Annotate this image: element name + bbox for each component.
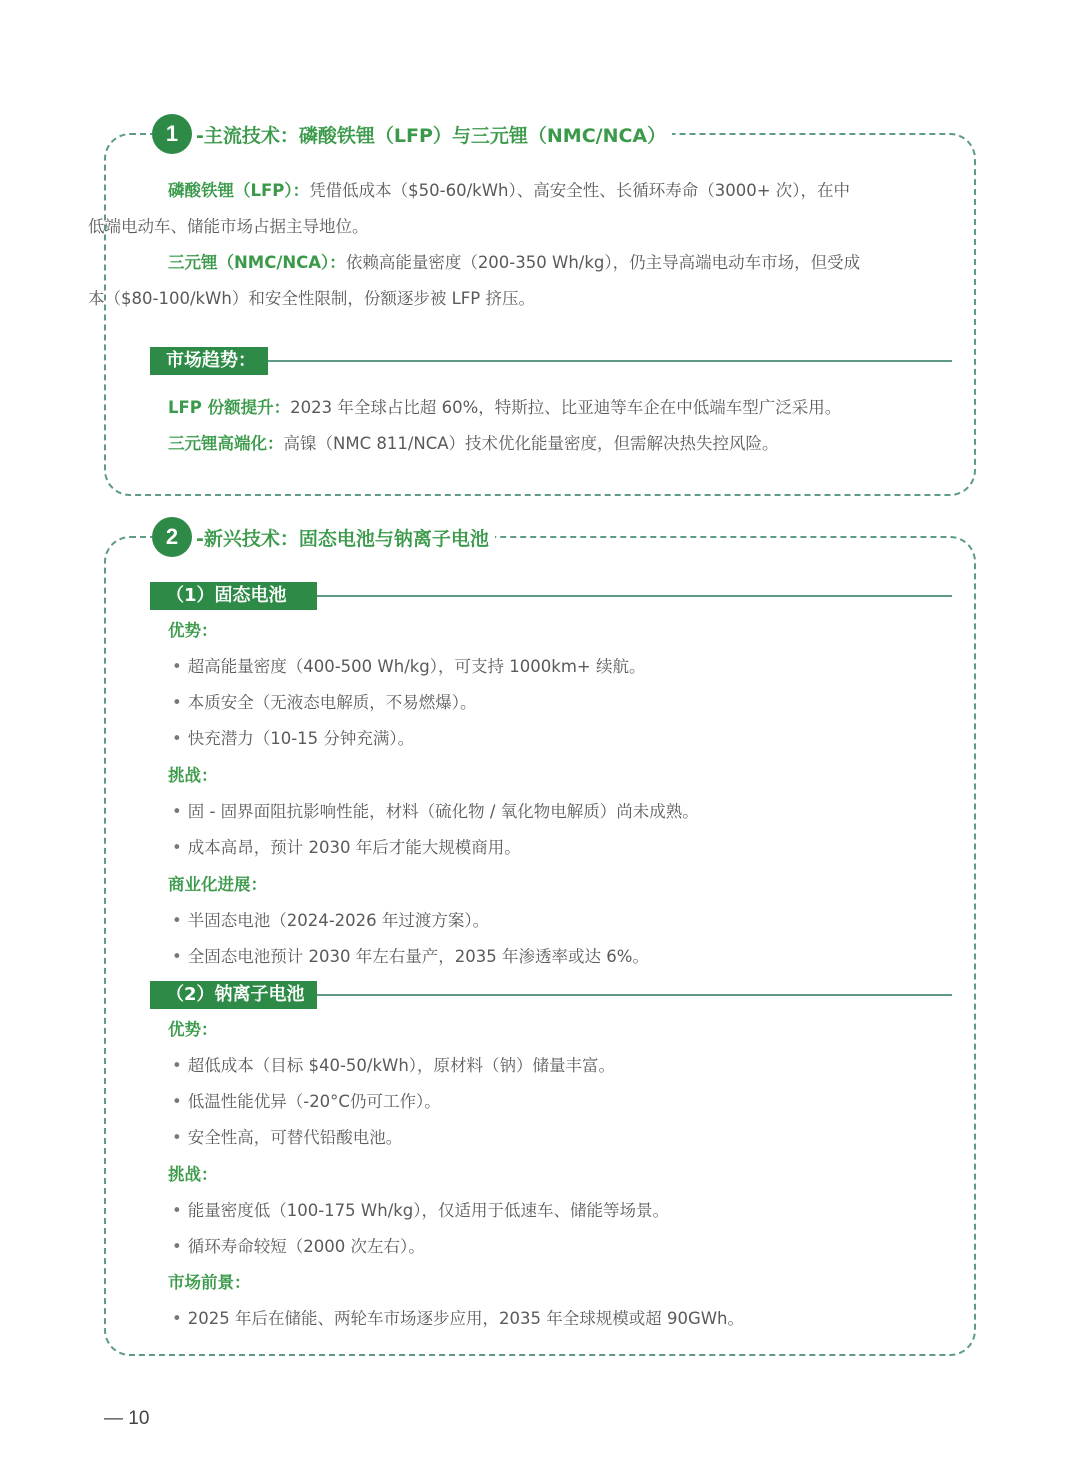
solid-state-tag: （1）固态电池 xyxy=(150,582,317,610)
list-item: • 全固态电池预计 2030 年左右量产，2035 年渗透率或达 6%。 xyxy=(172,947,649,966)
list-item: • 快充潜力（10-15 分钟充满）。 xyxy=(172,729,415,748)
divider-line xyxy=(317,595,952,597)
section-1-number-badge: 1 xyxy=(152,114,192,154)
list-item: • 半固态电池（2024-2026 年过渡方案）。 xyxy=(172,911,490,930)
solid-advantages-label: 优势： xyxy=(168,621,218,640)
list-item: • 循环寿命较短（2000 次左右）。 xyxy=(172,1237,425,1256)
list-item: • 固 - 固界面阻抗影响性能，材料（硫化物 / 氧化物电解质）尚未成熟。 xyxy=(172,802,699,821)
trend-item: 三元锂高端化：高镍（NMC 811/NCA）技术优化能量密度，但需解决热失控风险。 xyxy=(168,434,779,453)
lfp-lead: 磷酸铁锂（LFP）： xyxy=(168,181,310,200)
list-item: • 低温性能优异（-20°C仍可工作）。 xyxy=(172,1092,441,1111)
market-trend-tag: 市场趋势： xyxy=(150,347,268,375)
lfp-paragraph: 磷酸铁锂（LFP）：凭借低成本（$50-60/kWh）、高安全性、长循环寿命（3000+ 次），在中 低端电动车、储能市场占据主导地位。 xyxy=(88,181,851,236)
list-item: • 安全性高，可替代铅酸电池。 xyxy=(172,1128,403,1147)
solid-state-header xyxy=(150,582,952,610)
list-item: • 本质安全（无液态电解质，不易燃爆）。 xyxy=(172,693,477,712)
list-item: • 超低成本（目标 $40-50/kWh），原材料（钠）储量丰富。 xyxy=(172,1056,616,1075)
nmc-lead: 三元锂（NMC/NCA）： xyxy=(168,253,346,272)
market-trend-header xyxy=(150,347,952,375)
divider-line xyxy=(268,360,952,362)
section-1-heading xyxy=(152,113,672,155)
section-1-title: -主流技术：磷酸铁锂（LFP）与三元锂（NMC/NCA） xyxy=(196,124,667,147)
sodium-ion-header xyxy=(150,981,952,1009)
nmc-paragraph: 三元锂（NMC/NCA）：依赖高能量密度（200-350 Wh/kg），仍主导高端电动车市场，但受成 本（$80-100/kWh）和安全性限制，份额逐步被 LFP 挤压。 xyxy=(88,253,861,308)
section-2-title: -新兴技术：固态电池与钠离子电池 xyxy=(196,527,489,550)
sodium-advantages-label: 优势： xyxy=(168,1020,218,1039)
trend-item: LFP 份额提升：2023 年全球占比超 60%，特斯拉、比亚迪等车企在中低端车型广泛采用。 xyxy=(168,398,842,417)
section-2-heading xyxy=(152,516,495,558)
sodium-outlook-label: 市场前景： xyxy=(168,1273,251,1292)
divider-line xyxy=(317,994,952,996)
section-2-number-badge: 2 xyxy=(152,517,192,557)
list-item: • 2025 年后在储能、两轮车市场逐步应用，2035 年全球规模或超 90GWh。 xyxy=(172,1309,745,1328)
page-number: — 10 xyxy=(104,1408,150,1429)
list-item: • 能量密度低（100-175 Wh/kg），仅适用于低速车、储能等场景。 xyxy=(172,1201,670,1220)
sodium-challenges-label: 挑战： xyxy=(168,1165,218,1184)
sodium-ion-tag: （2）钠离子电池 xyxy=(150,981,317,1009)
list-item: • 成本高昂，预计 2030 年后才能大规模商用。 xyxy=(172,838,521,857)
solid-challenges-label: 挑战： xyxy=(168,766,218,785)
list-item: • 超高能量密度（400-500 Wh/kg），可支持 1000km+ 续航。 xyxy=(172,657,646,676)
solid-progress-label: 商业化进展： xyxy=(168,875,267,894)
